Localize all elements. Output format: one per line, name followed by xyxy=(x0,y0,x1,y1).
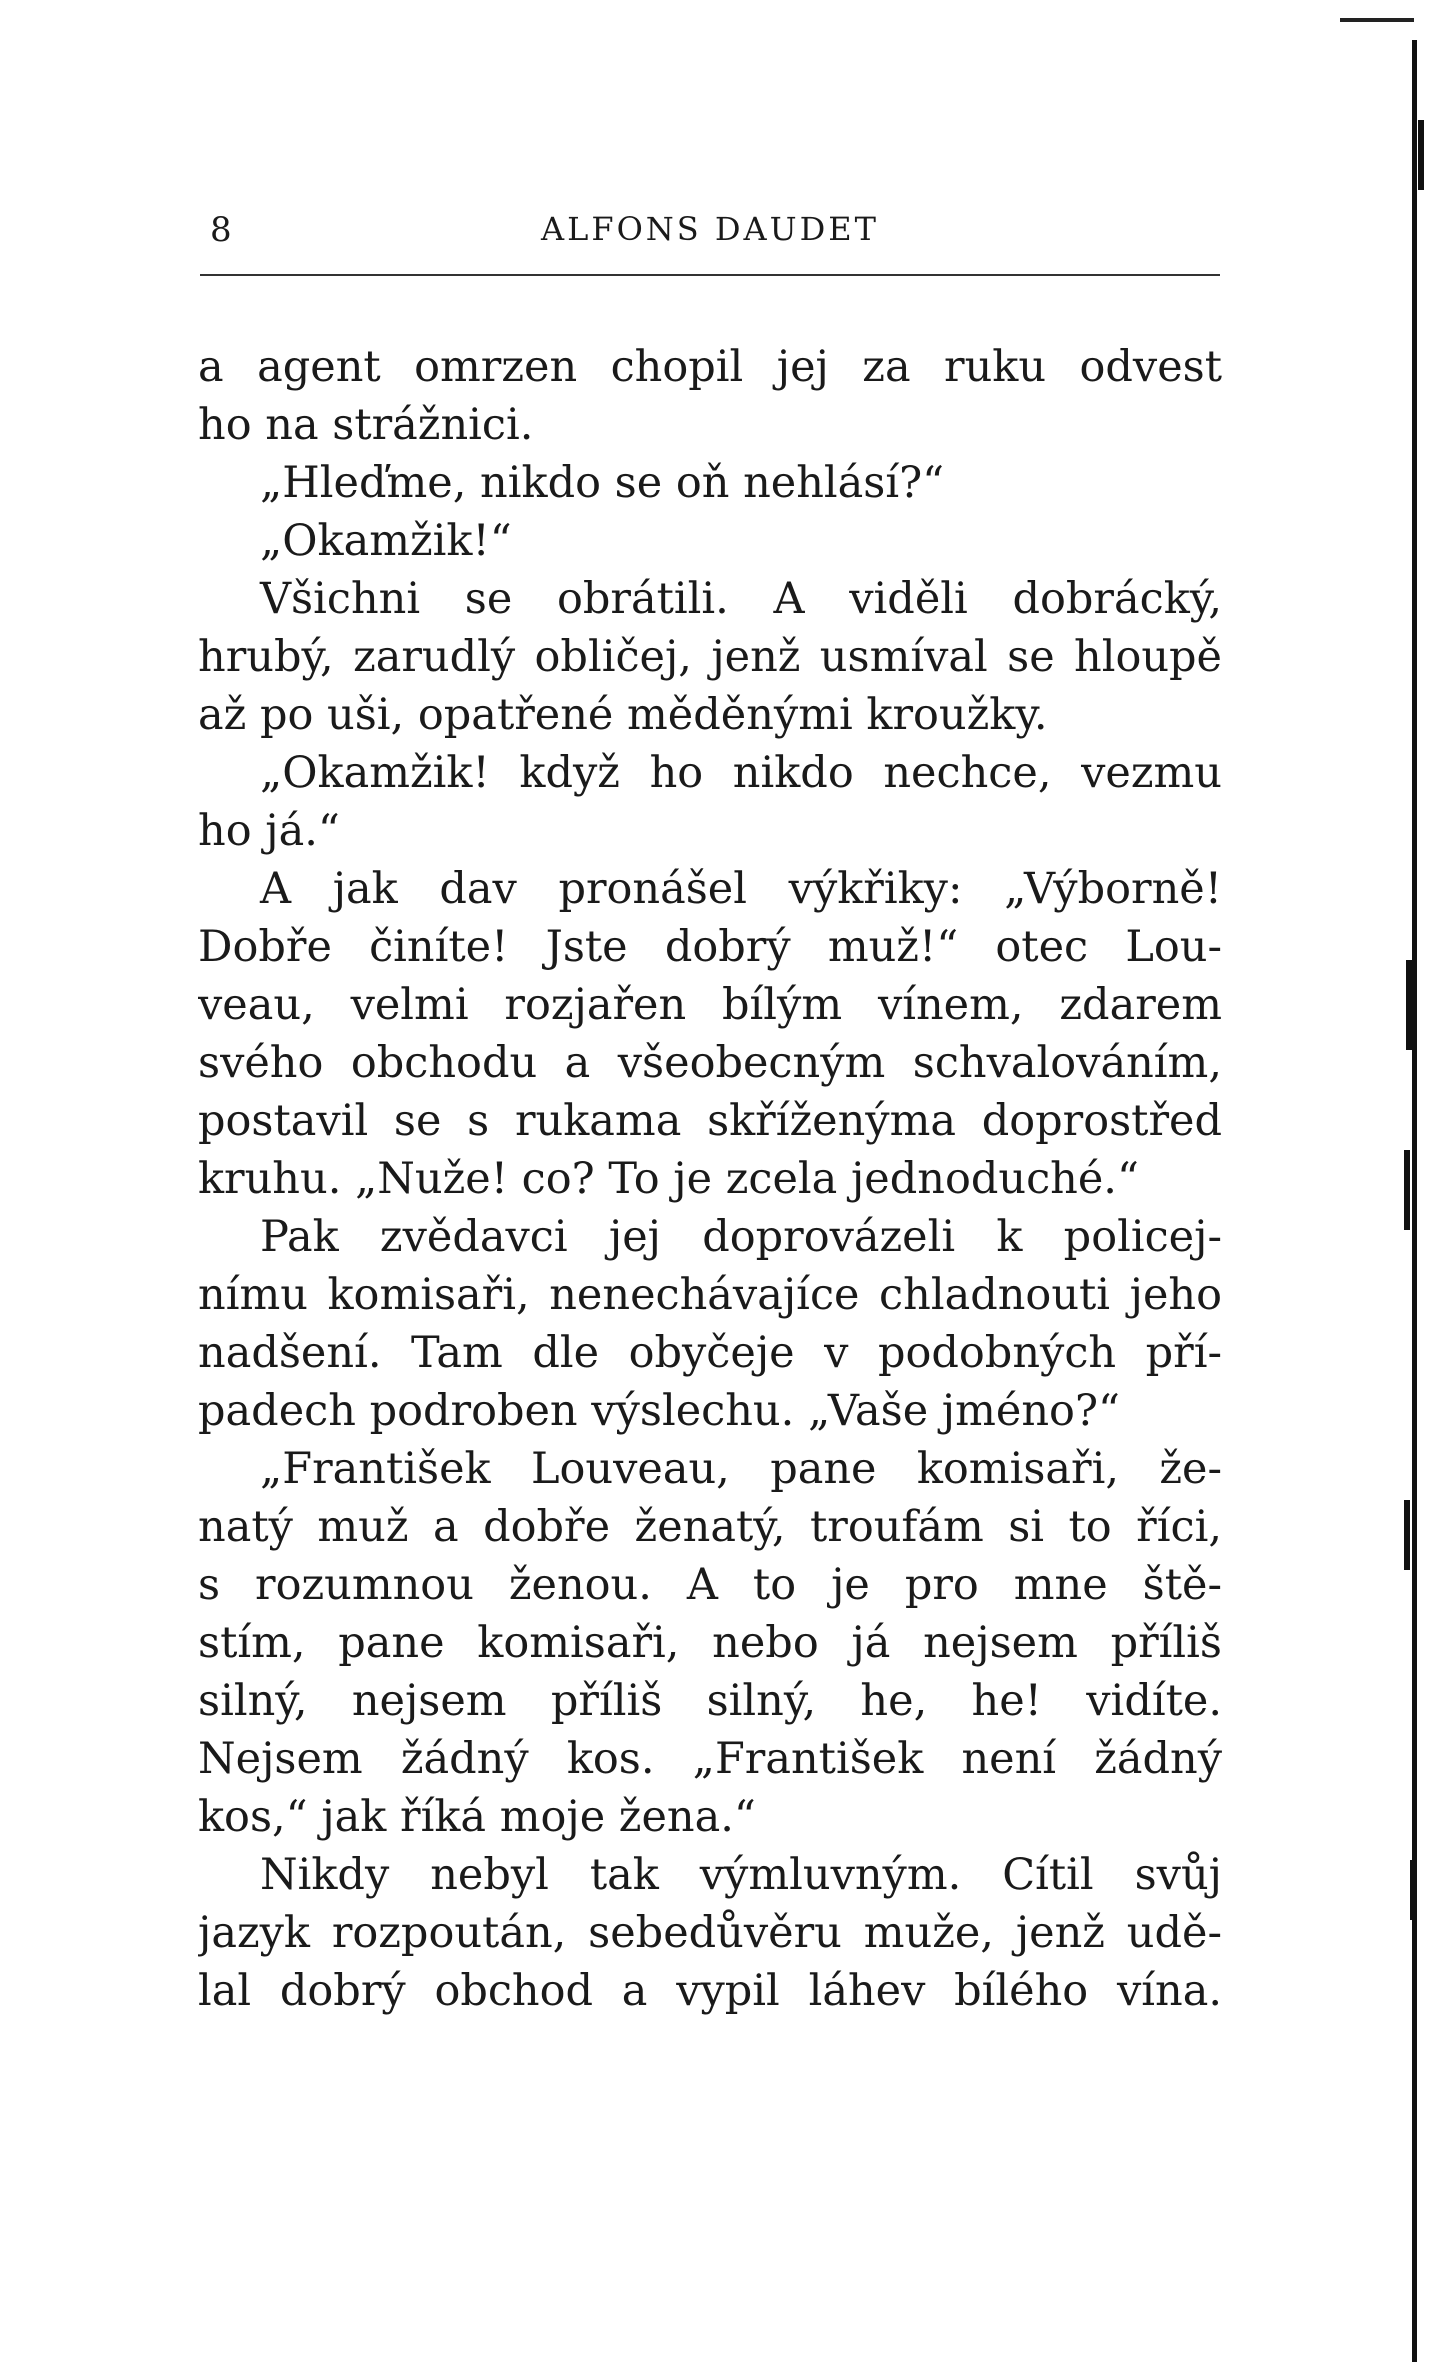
text-line: Dobře činíte! Jste dobrý muž!“ otec Lou- xyxy=(198,922,1222,972)
text-line: kos,“ jak říká moje žena.“ xyxy=(198,1792,756,1842)
text-line: jazyk rozpoután, sebedůvěru muže, jenž udě- xyxy=(198,1908,1222,1958)
text-line: kruhu. „Nuže! co? To je zcela jednoduché.“ xyxy=(198,1154,1139,1204)
text-line: ho já.“ xyxy=(198,806,340,856)
page-number: 8 xyxy=(210,210,233,250)
page-edge-mark xyxy=(1406,960,1412,1050)
text-line: silný, nejsem příliš silný, he, he! vidíte. xyxy=(198,1676,1222,1726)
text-line: Nikdy nebyl tak výmluvným. Cítil svůj xyxy=(260,1850,1222,1900)
text-line: až po uši, opatřené měděnými kroužky. xyxy=(198,690,1048,740)
text-line: nímu komisaři, nenechávajíce chladnouti jeho xyxy=(198,1270,1222,1320)
text-line: „Okamžik! když ho nikdo nechce, vezmu xyxy=(260,748,1222,798)
page-edge-mark xyxy=(1404,1150,1410,1230)
text-line: „Okamžik!“ xyxy=(260,516,512,566)
page-edge-top-mark xyxy=(1340,18,1414,22)
page-edge-mark xyxy=(1418,120,1424,190)
body-text xyxy=(198,338,1222,2020)
text-line: veau, velmi rozjařen bílým vínem, zdarem xyxy=(198,980,1222,1030)
page-edge-mark xyxy=(1410,1860,1416,1920)
running-head: ALFONS DAUDET xyxy=(541,210,879,248)
text-line: „František Louveau, pane komisaři, že- xyxy=(260,1444,1222,1494)
text-line: hrubý, zarudlý obličej, jenž usmíval se hloupě xyxy=(198,632,1222,682)
page-edge-mark xyxy=(1404,1500,1410,1570)
text-line: „Hleďme, nikdo se oň nehlásí?“ xyxy=(260,458,945,508)
text-line: padech podroben výslechu. „Vaše jméno?“ xyxy=(198,1386,1120,1436)
page-edge-border xyxy=(1412,40,1417,2362)
text-line: a agent omrzen chopil jej za ruku odvest xyxy=(198,342,1222,392)
text-line: svého obchodu a všeobecným schvalováním, xyxy=(198,1038,1222,1088)
header-rule xyxy=(200,274,1220,276)
text-line: natý muž a dobře ženatý, troufám si to říci, xyxy=(198,1502,1222,1552)
text-line: stím, pane komisaři, nebo já nejsem příliš xyxy=(198,1618,1222,1668)
text-line: lal dobrý obchod a vypil láhev bílého vína. xyxy=(198,1966,1222,2016)
text-line: nadšení. Tam dle obyčeje v podobných pří- xyxy=(198,1328,1222,1378)
text-line: postavil se s rukama skříženýma doprostřed xyxy=(198,1096,1222,1146)
page-header xyxy=(200,210,1220,260)
text-line: s rozumnou ženou. A to je pro mne ště- xyxy=(198,1560,1222,1610)
text-line: Všichni se obrátili. A viděli dobrácký, xyxy=(260,574,1222,624)
text-line: Nejsem žádný kos. „František není žádný xyxy=(198,1734,1222,1784)
text-line: ho na strážnici. xyxy=(198,400,534,450)
text-line: A jak dav pronášel výkřiky: „Výborně! xyxy=(260,864,1222,914)
text-line: Pak zvědavci jej doprovázeli k policej- xyxy=(260,1212,1222,1262)
